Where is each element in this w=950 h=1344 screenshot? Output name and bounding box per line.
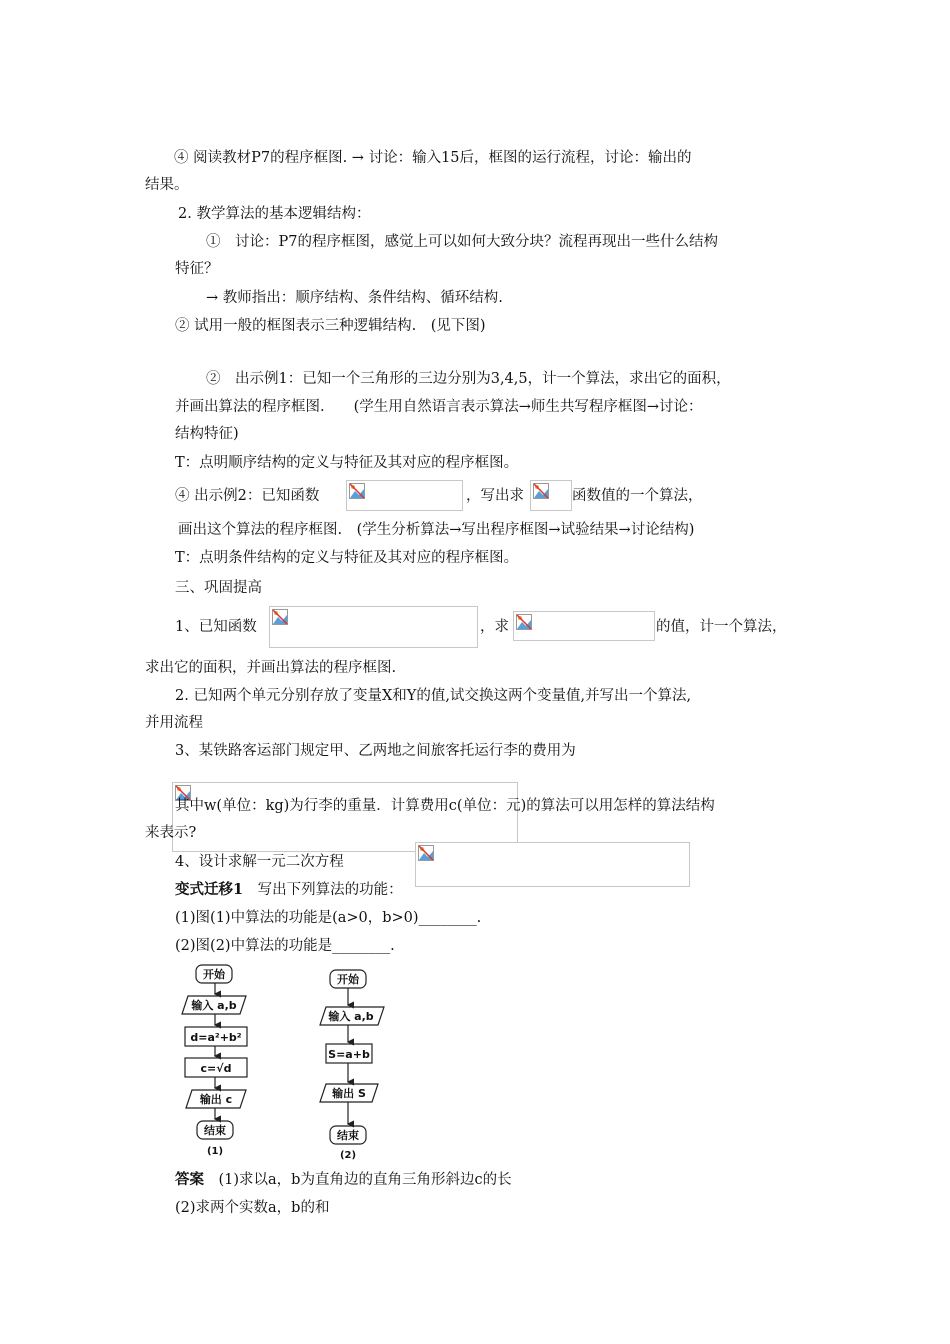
answer-text: (1)求以a，b为直角边的直角三角形斜边c的长: [204, 1172, 512, 1188]
text-line: ① 讨论：P7的程序框图，感觉上可以如何大致分块？流程再现出一些什么结构: [206, 234, 718, 250]
text-line: → 教师指出：顺序结构、条件结构、循环结构.: [206, 290, 503, 306]
text-line: ② 出示例1：已知一个三角形的三边分别为3,4,5，计一个算法，求出它的面积，: [206, 371, 731, 387]
text-line: ④ 阅读教材P7的程序框图. → 讨论：输入15后，框图的运行流程，讨论：输出的: [174, 150, 692, 166]
text-line: 画出这个算法的程序框图. (学生分析算法→写出程序框图→试验结果→讨论结构): [178, 522, 695, 538]
formula-image: [346, 480, 463, 511]
text-line: (2)图(2)中算法的功能是________.: [175, 938, 395, 954]
text-line: (2)求两个实数a，b的和: [175, 1200, 330, 1216]
text-line: [175, 880, 403, 900]
text-line: [175, 1170, 512, 1190]
output-label: 输出 c: [199, 1093, 233, 1106]
broken-image-icon: [516, 614, 532, 630]
step1-label: d=a²+b²: [190, 1031, 242, 1044]
flowchart-2: [306, 962, 396, 1166]
text-line: 特征？: [175, 261, 219, 277]
broken-image-icon: [272, 609, 288, 625]
text-line: ④ 出示例2：已知函数: [175, 488, 320, 504]
text-line: 并用流程: [145, 715, 203, 731]
broken-image-icon: [533, 483, 549, 499]
text-line: T：点明条件结构的定义与特征及其对应的程序框图。: [175, 550, 519, 566]
text-line: 2. 教学算法的基本逻辑结构：: [178, 206, 371, 222]
text-line: 来表示?: [145, 825, 197, 841]
input-label: 输入 a,b: [328, 1010, 374, 1023]
section-label: 变式迁移1: [175, 881, 244, 898]
flowchart-1-svg: [176, 962, 266, 1162]
section-text: 写出下列算法的功能：: [243, 882, 403, 898]
text-line: 1、已知函数: [175, 619, 257, 635]
formula-image: [530, 480, 572, 511]
formula-image: [269, 606, 478, 648]
formula-image: [415, 842, 690, 887]
end-label: 结束: [337, 1129, 359, 1142]
text-line: 其中w(单位：kg)为行李的重量．计算费用c(单位：元)的算法可以用怎样的算法结构: [175, 798, 715, 814]
caption-label: (2): [339, 1150, 357, 1161]
text-line: 3、某铁路客运部门规定甲、乙两地之间旅客托运行李的费用为: [175, 743, 576, 759]
step2-label: c=√d: [200, 1062, 232, 1075]
text-line: 求出它的面积，并画出算法的程序框图.: [145, 660, 397, 676]
formula-image: [513, 611, 655, 641]
caption-label: (1): [206, 1146, 224, 1157]
step1-label: S=a+b: [328, 1048, 370, 1061]
text-line: ，求: [480, 619, 509, 635]
end-label: 结束: [204, 1124, 226, 1137]
broken-image-icon: [349, 483, 365, 499]
flowchart-1: [176, 962, 266, 1166]
text-line: 三、巩固提高: [175, 580, 262, 596]
text-line: T：点明顺序结构的定义与特征及其对应的程序框图。: [175, 455, 519, 471]
text-line: 并画出算法的程序框图. (学生用自然语言表示算法→师生共写程序框图→讨论：: [175, 399, 703, 415]
start-label: 开始: [203, 968, 225, 981]
answer-label: 答案: [175, 1171, 204, 1188]
text-line: (1)图(1)中算法的功能是(a>0，b>0)________.: [175, 910, 482, 926]
text-line: 结果。: [145, 177, 189, 193]
text-line: ② 试用一般的框图表示三种逻辑结构. (见下图): [175, 318, 486, 334]
broken-image-icon: [418, 845, 434, 861]
text-line: 2. 已知两个单元分别存放了变量X和Y的值,试交换这两个变量值,并写出一个算法,: [175, 688, 692, 704]
input-label: 输入 a,b: [191, 999, 237, 1012]
text-line: 结构特征): [175, 426, 239, 442]
start-label: 开始: [337, 973, 359, 986]
text-line: 函数值的一个算法，: [572, 488, 703, 504]
output-label: 输出 S: [332, 1087, 366, 1100]
text-line: 的值，计一个算法，: [656, 619, 787, 635]
flowchart-2-svg: [306, 962, 396, 1162]
text-line: ，写出求: [466, 488, 524, 504]
text-line: 4、设计求解一元二次方程: [175, 854, 344, 870]
